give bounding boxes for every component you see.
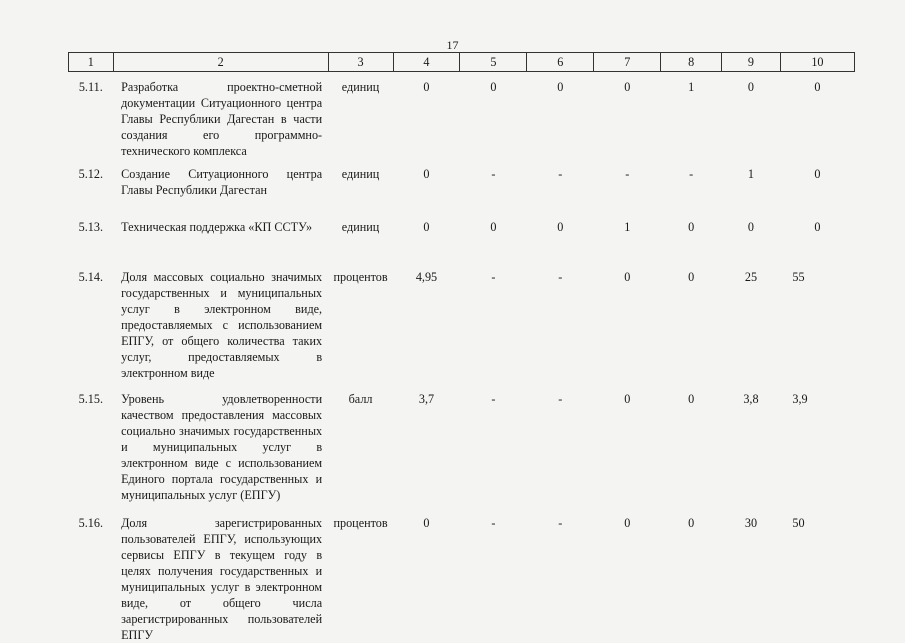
- col-header-1: 1: [69, 53, 114, 72]
- unit-of-measure: процентов: [333, 516, 388, 530]
- row-number: 5.14.: [78, 270, 103, 284]
- table-row: [69, 72, 855, 160]
- table-row: [69, 262, 855, 384]
- col-header-5: 5: [460, 53, 527, 72]
- indicator-name: Разработка проектно-сметной документации Ситуационного центра Главы Республики Дагестан в части создания его программно-технического комплекса: [121, 80, 323, 158]
- value-col-4: 4,95: [415, 270, 438, 284]
- col-header-10: 10: [780, 53, 854, 72]
- value-col-6: -: [558, 270, 563, 284]
- indicator-name: Уровень удовлетворенности качеством предоставления массовых социально значимых государственных и муниципальных услуг в электронном виде с использованием Единого портала государственных и муниципальных услуг (ЕПГУ): [121, 392, 323, 502]
- value-col-8: 0: [688, 220, 695, 234]
- value-col-9: 0: [747, 80, 754, 94]
- table-row: [69, 159, 855, 212]
- value-col-8: 0: [688, 392, 695, 406]
- indicator-name: Создание Ситуационного центра Главы Республики Дагестан: [121, 167, 323, 197]
- value-col-6: 0: [557, 80, 564, 94]
- value-col-5: -: [491, 270, 496, 284]
- value-col-4: 0: [423, 516, 430, 530]
- indicators-table: [68, 52, 855, 643]
- row-number: 5.13.: [78, 220, 103, 234]
- value-col-7: 0: [624, 516, 631, 530]
- indicator-name: Доля массовых социально значимых государственных и муниципальных услуг в электронном виде, предоставляемых с использованием ЕПГУ, от общего количества таких услуг, предоставляемых в электронном виде: [121, 270, 323, 380]
- value-col-9: 3,8: [743, 392, 759, 406]
- col-header-9: 9: [722, 53, 781, 72]
- column-number-header: [69, 53, 855, 72]
- value-col-7: 0: [624, 392, 631, 406]
- col-header-2: 2: [113, 53, 328, 72]
- value-col-5: -: [491, 392, 496, 406]
- row-number: 5.15.: [78, 392, 103, 406]
- row-number: 5.16.: [78, 516, 103, 530]
- page-number: 17: [446, 38, 459, 52]
- value-col-9: 0: [747, 220, 754, 234]
- value-col-7: 0: [624, 80, 631, 94]
- value-col-9: 1: [747, 167, 754, 181]
- col-header-4: 4: [393, 53, 460, 72]
- value-col-10: 3,9: [792, 392, 808, 406]
- value-col-6: 0: [557, 220, 564, 234]
- value-col-10: 0: [814, 80, 821, 94]
- value-col-5: 0: [490, 80, 497, 94]
- value-col-8: -: [689, 167, 694, 181]
- value-col-10: 0: [814, 167, 821, 181]
- indicator-name: Доля зарегистрированных пользователей ЕПГУ, использующих сервисы ЕПГУ в текущем году в целях получения государственных и муниципальных услуг в электронном виде, от общего числа зарегистрированных пользователей ЕПГУ: [121, 516, 323, 642]
- value-col-6: -: [558, 167, 563, 181]
- row-number: 5.11.: [78, 80, 103, 94]
- table-row: [69, 508, 855, 643]
- unit-of-measure: единиц: [341, 80, 380, 94]
- col-header-6: 6: [527, 53, 594, 72]
- value-col-10: 0: [814, 220, 821, 234]
- indicator-name: Техническая поддержка «КП ССТУ»: [121, 220, 313, 234]
- value-col-4: 0: [423, 167, 430, 181]
- unit-of-measure: единиц: [341, 220, 380, 234]
- table-row: [69, 212, 855, 262]
- value-col-8: 0: [688, 516, 695, 530]
- value-col-8: 0: [688, 270, 695, 284]
- row-number: 5.12.: [78, 167, 103, 181]
- value-col-4: 0: [423, 80, 430, 94]
- unit-of-measure: процентов: [333, 270, 388, 284]
- value-col-7: -: [625, 167, 630, 181]
- value-col-5: -: [491, 167, 496, 181]
- value-col-8: 1: [688, 80, 695, 94]
- unit-of-measure: единиц: [341, 167, 380, 181]
- value-col-7: 1: [624, 220, 631, 234]
- value-col-4: 3,7: [418, 392, 435, 406]
- value-col-10: 50: [792, 516, 805, 530]
- table-row: [69, 384, 855, 508]
- unit-of-measure: балл: [348, 392, 373, 406]
- col-header-3: 3: [328, 53, 393, 72]
- value-col-6: -: [558, 392, 563, 406]
- value-col-9: 25: [744, 270, 758, 284]
- col-header-7: 7: [594, 53, 661, 72]
- value-col-5: 0: [490, 220, 497, 234]
- value-col-6: -: [558, 516, 563, 530]
- value-col-5: -: [491, 516, 496, 530]
- value-col-4: 0: [423, 220, 430, 234]
- value-col-7: 0: [624, 270, 631, 284]
- value-col-10: 55: [792, 270, 805, 284]
- value-col-9: 30: [744, 516, 758, 530]
- col-header-8: 8: [661, 53, 722, 72]
